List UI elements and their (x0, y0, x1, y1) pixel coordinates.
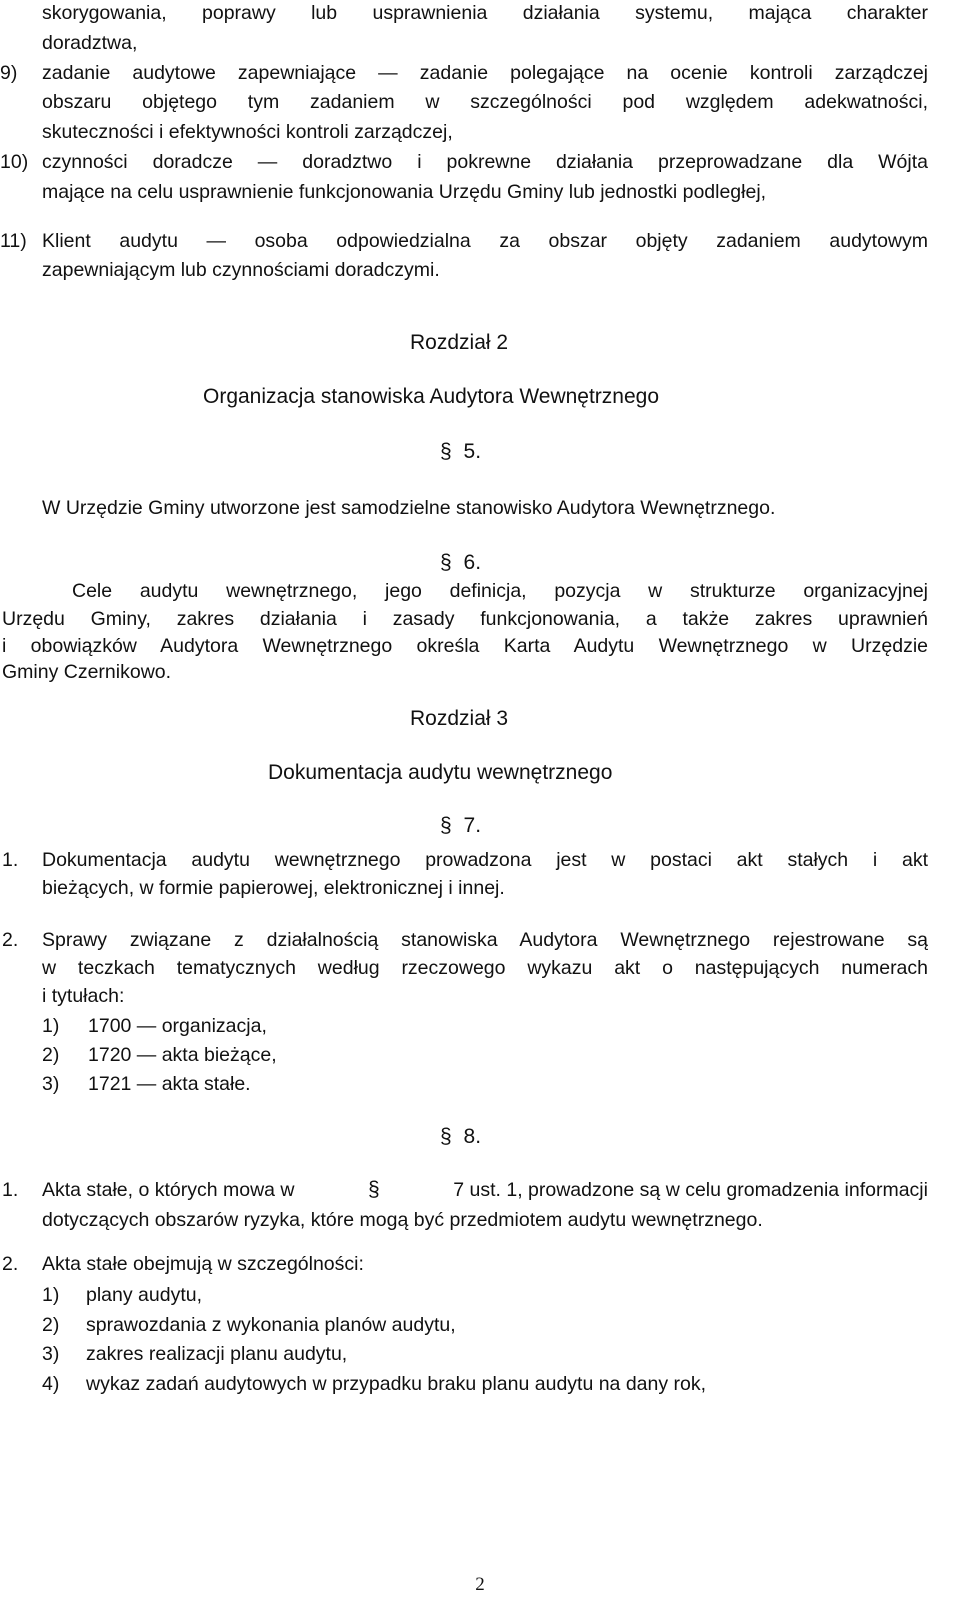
paragraph-8-item-1-number: 1. (2, 1179, 19, 1201)
section-sign-icon: § (368, 1178, 380, 1201)
def-11-line-1: Klient audytu — osoba odpowiedzialna za obszar objęty zadaniem audytowym (42, 230, 928, 252)
paragraph-6-heading (440, 552, 481, 574)
section-sign-icon: § (440, 1125, 452, 1148)
paragraph-6-line-3: i obowiązków Audytora Wewnętrznego określa Karta Audytu Wewnętrznego w Urzędzie (2, 635, 928, 657)
paragraph-8-subitem-number: 3) (42, 1343, 60, 1365)
paragraph-7-item-1-number: 1. (2, 849, 19, 871)
paragraph-7-item-2-line-1: Sprawy związane z działalnością stanowiska Audytora Wewnętrznego rejestrowane są (42, 929, 928, 951)
def-9-number: 9) (0, 62, 18, 84)
paragraph-8-label: 8. (463, 1125, 482, 1148)
paragraph-5-heading (440, 441, 481, 463)
paragraph-7-item-2-line-2: w teczkach tematycznych według rzeczowego wykazu akt o następujących numerach (42, 957, 928, 979)
def-11-number: 11) (0, 230, 27, 252)
def-10-line-2: mające na celu usprawnienie funkcjonowania Urzędu Gminy lub jednostki podległej, (42, 181, 767, 203)
paragraph-8-subitem-text: zakres realizacji planu audytu, (86, 1343, 348, 1365)
paragraph-8-subitem-number: 2) (42, 1314, 60, 1336)
section-sign-icon: § (440, 551, 452, 574)
paragraph-7-item-1-line-1: Dokumentacja audytu wewnętrznego prowadzona jest w postaci akt stałych i akt (42, 849, 928, 871)
paragraph-6-line-4: Gminy Czernikowo. (2, 661, 172, 683)
def-10-number: 10) (0, 151, 29, 173)
paragraph-8-item-2-number: 2. (2, 1253, 19, 1275)
paragraph-7-subitem-text: 1721 — akta stałe. (88, 1073, 251, 1095)
paragraph-7-subitem-text: 1720 — akta bieżące, (88, 1044, 277, 1066)
paragraph-8-subitem-text: wykaz zadań audytowych w przypadku braku planu audytu na dany rok, (86, 1373, 707, 1395)
def-8-line-1: skorygowania, poprawy lub usprawnienia działania systemu, mająca charakter (42, 2, 928, 24)
paragraph-8-item-1-line-1 (42, 1179, 928, 1201)
paragraph-7-item-2-line-3: i tytułach: (42, 985, 125, 1007)
paragraph-6-label: 6. (463, 551, 482, 574)
paragraph-5-text: W Urzędzie Gminy utworzone jest samodzielne stanowisko Audytora Wewnętrznego. (42, 497, 776, 519)
def-10-line-1: czynności doradcze — doradztwo i pokrewne działania przeprowadzane dla Wójta (42, 151, 928, 173)
paragraph-8-subitem-number: 4) (42, 1373, 60, 1395)
paragraph-8-item-1-text-b: 7 ust. 1, prowadzone są w celu gromadzenia informacji (453, 1179, 928, 1201)
paragraph-5-label: 5. (463, 440, 482, 463)
paragraph-6-line-2: Urzędu Gminy, zakres działania i zasady funkcjonowania, a także zakres uprawnień (2, 608, 928, 630)
paragraph-8-item-1-line-2: dotyczących obszarów ryzyka, które mogą być przedmiotem audytu wewnętrznego. (42, 1209, 763, 1231)
def-11-line-2: zapewniającym lub czynnościami doradczymi. (42, 259, 440, 281)
def-9-line-1: zadanie audytowe zapewniające — zadanie polegające na ocenie kontroli zarządczej (42, 62, 928, 84)
paragraph-7-subitem-number: 2) (42, 1044, 60, 1066)
def-9-line-2: obszaru objętego tym zadaniem w szczególności pod względem adekwatności, (42, 91, 928, 113)
chapter-2-heading: Rozdział 2 (410, 331, 509, 354)
paragraph-6-line-1: Cele audytu wewnętrznego, jego definicja, pozycja w strukturze organizacyjnej (72, 580, 928, 602)
def-8-line-2: doradztwa, (42, 32, 138, 54)
page-number: 2 (475, 1574, 485, 1595)
chapter-3-title: Dokumentacja audytu wewnętrznego (268, 761, 613, 784)
paragraph-7-subitem-text: 1700 — organizacja, (88, 1015, 267, 1037)
paragraph-7-heading (440, 815, 481, 837)
paragraph-7-subitem-number: 1) (42, 1015, 60, 1037)
paragraph-7-subitem-number: 3) (42, 1073, 60, 1095)
chapter-3-heading: Rozdział 3 (410, 707, 509, 730)
paragraph-8-heading (440, 1126, 481, 1148)
paragraph-7-item-2-number: 2. (2, 929, 19, 951)
section-sign-icon: § (440, 814, 452, 837)
paragraph-8-subitem-text: sprawozdania z wykonania planów audytu, (86, 1314, 456, 1336)
paragraph-8-subitem-text: plany audytu, (86, 1284, 203, 1306)
def-9-line-3: skuteczności i efektywności kontroli zarządczej, (42, 121, 453, 143)
chapter-2-title: Organizacja stanowiska Audytora Wewnętrznego (203, 385, 660, 408)
paragraph-8-item-2-line-1: Akta stałe obejmują w szczególności: (42, 1253, 364, 1275)
paragraph-7-label: 7. (463, 814, 482, 837)
paragraph-7-item-1-line-2: bieżących, w formie papierowej, elektronicznej i innej. (42, 877, 505, 899)
section-sign-icon: § (440, 440, 452, 463)
paragraph-8-item-1-text-a: Akta stałe, o których mowa w (42, 1179, 295, 1201)
paragraph-8-subitem-number: 1) (42, 1284, 60, 1306)
